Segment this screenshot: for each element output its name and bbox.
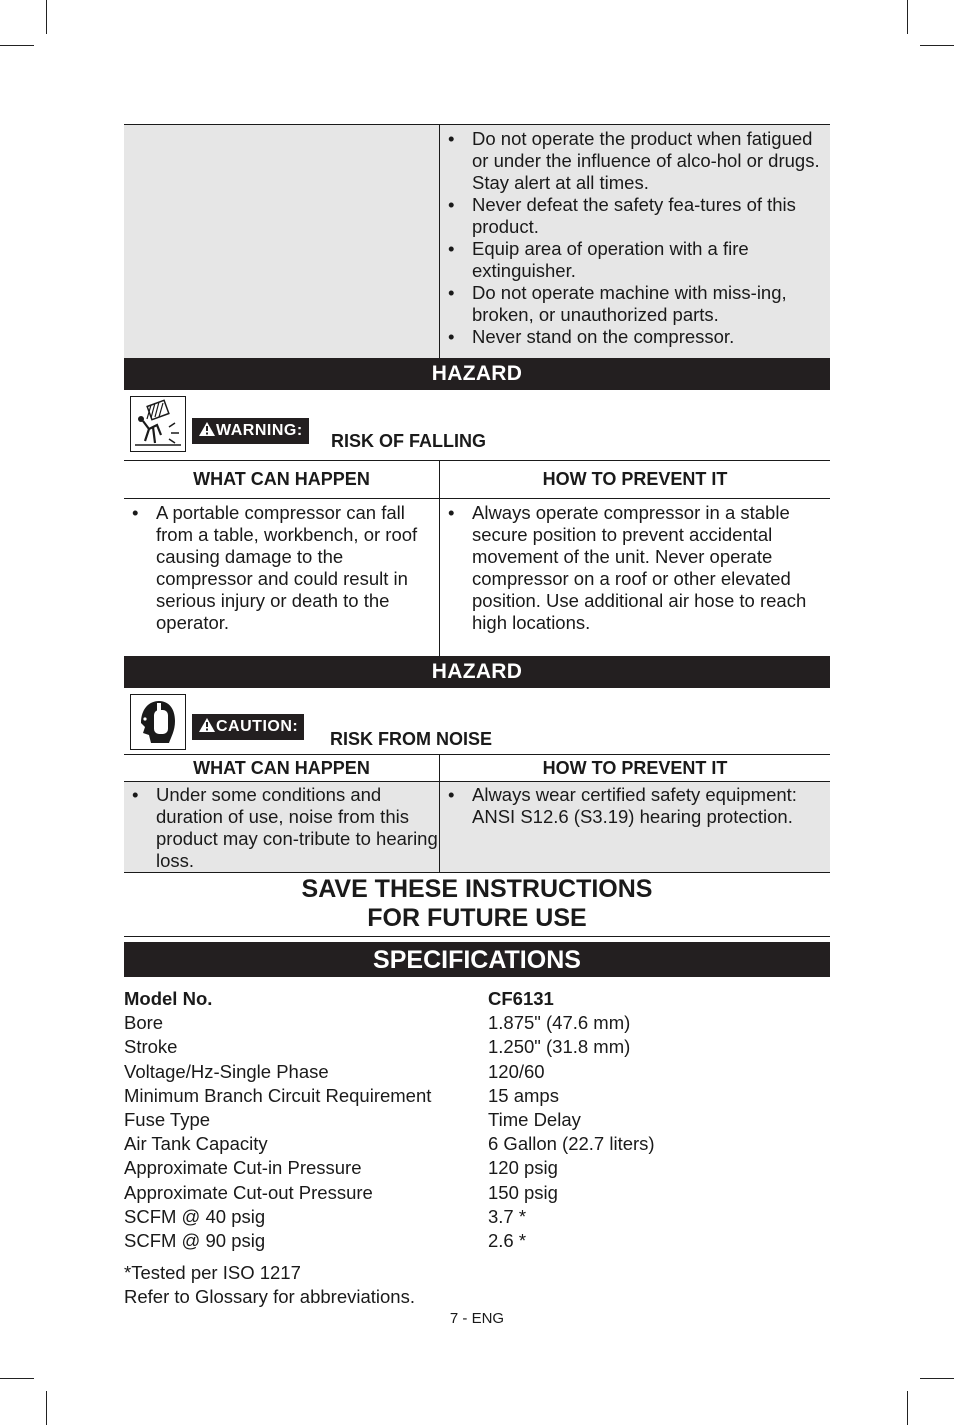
specifications-list (124, 987, 830, 1253)
crop-mark (46, 0, 47, 34)
bullet-item: • Under some conditions and duration of use, noise from this product may con-tribute to hearing loss. (124, 784, 439, 872)
bullet-item: • Do not operate machine with miss-ing, broken, or unauthorized parts. (440, 282, 830, 326)
falling-hazard-icon (130, 396, 186, 452)
hearing-protection-icon (130, 694, 186, 750)
what-can-happen-cell (124, 782, 440, 873)
risk-title: RISK FROM NOISE (330, 729, 493, 749)
spec-label: Fuse Type (124, 1109, 211, 1131)
crop-mark (920, 45, 954, 46)
spec-row (124, 987, 830, 1011)
warning-label (192, 418, 309, 444)
what-list (124, 782, 439, 872)
column-header-what: WHAT CAN HAPPEN (124, 461, 440, 499)
footnote-tested: *Tested per ISO 1217 (124, 1262, 301, 1284)
manual-page-content (124, 124, 830, 1309)
bullet-item: • A portable compressor can fall from a table, workbench, or roof causing damage to the compressor and could result in serious injury or death to the operator. (124, 502, 431, 634)
spec-value: 150 psig (488, 1181, 558, 1203)
spec-label: Voltage/Hz-Single Phase (124, 1060, 329, 1082)
save-instructions-heading (124, 873, 830, 937)
bullet-item: • Do not operate the product when fatigued or under the influence of alco-hol or drugs. Stay alert at all times. (440, 128, 830, 194)
save-line-1: SAVE THESE INSTRUCTIONS (301, 875, 653, 903)
bullet-item: • Equip area of operation with a fire extinguisher. (440, 238, 830, 282)
spec-row (124, 1205, 830, 1229)
how-list (440, 782, 830, 828)
bullet-item: • Never stand on the compressor. (440, 326, 830, 348)
column-header-what: WHAT CAN HAPPEN (124, 755, 440, 782)
spec-row (124, 1181, 830, 1205)
spec-label: Air Tank Capacity (124, 1133, 268, 1155)
noise-hazard-header (124, 688, 830, 754)
crop-mark (0, 45, 34, 46)
bullet-item: • Never defeat the safety fea-tures of this product. (440, 194, 830, 238)
spec-row (124, 1060, 830, 1084)
footnote-glossary: Refer to Glossary for abbreviations. (124, 1286, 415, 1308)
what-can-happen-cell (124, 499, 440, 657)
page-number: 7 - ENG (449, 1310, 505, 1327)
crop-mark (920, 1378, 954, 1379)
spec-row (124, 1229, 830, 1253)
bullet-item: • Always operate compressor in a stable secure position to prevent accidental movement of the unit. Never operate compressor on a roof or other elevated position. Use additional air hose to reach high locations. (440, 502, 820, 634)
crop-mark (907, 1391, 908, 1425)
spec-value: 15 amps (488, 1084, 559, 1106)
spec-row (124, 1156, 830, 1180)
signal-word: CAUTION: (216, 718, 299, 735)
spec-label: Approximate Cut-out Pressure (124, 1181, 373, 1203)
column-header-how: HOW TO PREVENT IT (542, 758, 728, 778)
specifications-title: SPECIFICATIONS (124, 942, 830, 977)
prevention-cell (440, 125, 831, 359)
save-line-2: FOR FUTURE USE (367, 904, 587, 932)
spec-value: 120 psig (488, 1157, 558, 1179)
specifications-footnotes (124, 1261, 830, 1309)
hazard-bar: HAZARD (124, 656, 830, 688)
spec-label: SCFM @ 40 psig (124, 1205, 266, 1227)
spec-value: Time Delay (488, 1109, 581, 1131)
spec-value: 3.7 * (488, 1205, 527, 1227)
crop-mark (907, 0, 908, 34)
spec-value: CF6131 (488, 988, 554, 1009)
risk-title: RISK OF FALLING (331, 431, 486, 451)
how-to-prevent-cell (440, 782, 831, 873)
column-header-how: HOW TO PREVENT IT (542, 469, 728, 489)
alert-triangle-icon (198, 717, 216, 733)
spec-value: 1.250" (31.8 mm) (488, 1036, 631, 1058)
what-list (124, 499, 439, 634)
crop-mark (0, 1378, 34, 1379)
spec-row (124, 1108, 830, 1132)
empty-left-cell (124, 125, 440, 359)
spec-label: SCFM @ 90 psig (124, 1230, 266, 1252)
spec-row (124, 1084, 830, 1108)
caution-label (192, 714, 304, 740)
hazard-bar: HAZARD (124, 358, 830, 390)
bullet-item: • Always wear certified safety equipment: ANSI S12.6 (S3.19) hearing protection. (440, 784, 820, 828)
spec-row (124, 1011, 830, 1035)
spec-value: 1.875" (47.6 mm) (488, 1012, 631, 1034)
continued-precautions-table (124, 124, 830, 358)
spec-row (124, 1035, 830, 1059)
falling-hazard-header (124, 390, 830, 460)
spec-row (124, 1132, 830, 1156)
how-to-prevent-cell (440, 499, 831, 657)
spec-label: Minimum Branch Circuit Requirement (124, 1084, 432, 1106)
crop-mark (46, 1391, 47, 1425)
spec-value: 6 Gallon (22.7 liters) (488, 1133, 655, 1155)
spec-label: Bore (124, 1012, 164, 1034)
spec-value: 120/60 (488, 1060, 545, 1082)
prevention-list (440, 125, 830, 348)
falling-hazard-table (124, 460, 830, 656)
spec-label: Stroke (124, 1036, 178, 1058)
how-list (440, 499, 830, 634)
alert-triangle-icon (198, 421, 216, 437)
signal-word: WARNING: (216, 422, 303, 439)
noise-hazard-table (124, 754, 830, 873)
spec-label: Model No. (124, 988, 213, 1009)
spec-value: 2.6 * (488, 1230, 527, 1252)
spec-label: Approximate Cut-in Pressure (124, 1157, 362, 1179)
